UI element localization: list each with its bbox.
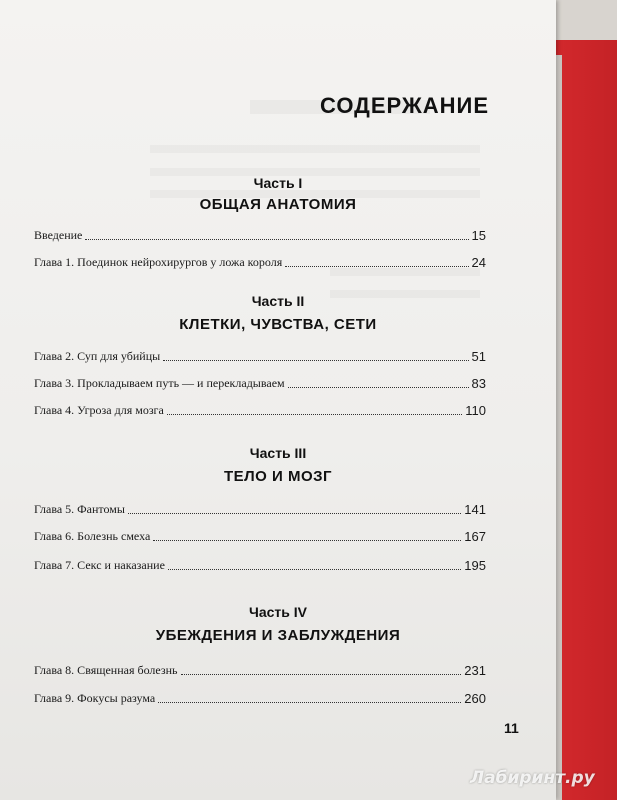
part-label: Часть I — [253, 175, 303, 191]
dot-leader — [163, 359, 468, 361]
toc-entry-page: 24 — [471, 255, 486, 270]
toc-entry-page: 231 — [464, 663, 486, 678]
page-number: 11 — [504, 720, 519, 736]
toc-entry — [34, 499, 486, 517]
part-title: УБЕЖДЕНИЯ И ЗАБЛУЖДЕНИЯ — [155, 627, 401, 644]
toc-entry-title: Глава 8. Священная болезнь — [34, 663, 178, 677]
toc-entry — [34, 346, 486, 364]
toc-entry-title: Глава 3. Прокладываем путь — и перекладываем — [34, 376, 285, 390]
toc-entry-page: 51 — [471, 349, 486, 364]
toc-entry-title: Глава 1. Поединок нейрохирургов у ложа короля — [34, 255, 283, 269]
toc-entry — [34, 660, 486, 678]
dot-leader — [288, 386, 469, 388]
toc-entry — [34, 373, 486, 391]
toc-entry-title: Глава 7. Секс и наказание — [34, 558, 165, 572]
toc-entry — [34, 252, 486, 270]
toc-entry-page: 15 — [471, 228, 486, 243]
toc-entry-page: 110 — [465, 403, 486, 418]
toc-entry — [34, 526, 486, 544]
toc-entry-page: 167 — [464, 529, 486, 544]
toc-entry — [34, 688, 486, 706]
toc-entry-title: Глава 4. Угроза для мозга — [34, 403, 164, 417]
dot-leader — [285, 265, 468, 267]
toc-entry — [34, 225, 486, 243]
show-through — [150, 145, 480, 153]
toc-entry-title: Глава 6. Болезнь смеха — [34, 529, 151, 543]
dot-leader — [85, 238, 468, 240]
part-title: КЛЕТКИ, ЧУВСТВА, СЕТИ — [179, 316, 377, 333]
part-label: Часть IV — [249, 604, 307, 620]
dot-leader — [181, 673, 462, 675]
part-label: Часть III — [249, 445, 307, 461]
page-title: СОДЕРЖАНИЕ — [320, 93, 490, 118]
toc-entry-title: Глава 5. Фантомы — [34, 502, 125, 516]
toc-entry-title: Глава 2. Суп для убийцы — [34, 349, 161, 363]
toc-entry-page: 141 — [464, 502, 486, 517]
dot-leader — [128, 512, 461, 514]
toc-entry-page: 260 — [464, 691, 486, 706]
part-label: Часть II — [251, 293, 305, 309]
part-title: ТЕЛО И МОЗГ — [223, 468, 333, 485]
dot-leader — [158, 701, 461, 703]
dot-leader — [168, 568, 461, 570]
toc-entry-page: 195 — [464, 558, 486, 573]
toc-entry-page: 83 — [471, 376, 486, 391]
toc-entry — [34, 400, 486, 418]
toc-entry — [34, 555, 486, 573]
watermark-logo: Лабиринт.ру — [470, 768, 595, 788]
toc-entry-title: Глава 9. Фокусы разума — [34, 691, 156, 705]
dot-leader — [167, 413, 462, 415]
toc-entry-title: Введение — [34, 228, 83, 242]
part-title: ОБЩАЯ АНАТОМИЯ — [199, 196, 357, 213]
dot-leader — [153, 539, 461, 541]
